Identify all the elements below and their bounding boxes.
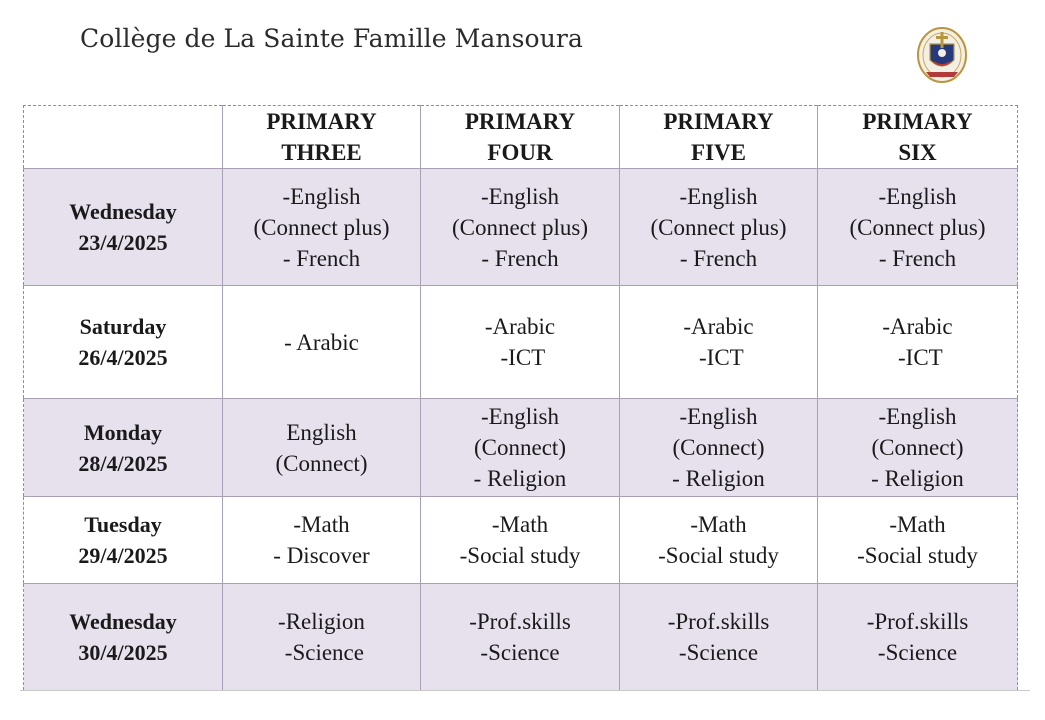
subject-cell	[818, 169, 1018, 286]
day-name: Saturday	[79, 314, 167, 339]
subject-line: -Science	[480, 640, 560, 665]
subject-cell	[421, 399, 620, 497]
subject-line: - French	[282, 245, 361, 271]
subject-line: -ICT	[693, 345, 744, 370]
day-name: Monday	[83, 419, 163, 445]
subject-cell	[620, 169, 818, 286]
subject-cell	[223, 497, 421, 584]
column-header-line: PRIMARY	[663, 109, 774, 134]
subject-cell	[421, 286, 620, 399]
subject-cell	[818, 497, 1018, 584]
subject-cell	[421, 584, 620, 691]
subject-line: (Connect plus)	[451, 214, 589, 240]
subject-cell	[620, 286, 818, 399]
subject-line: (Connect plus)	[849, 214, 986, 240]
subject-cell	[818, 286, 1018, 399]
column-header-line: FOUR	[487, 140, 553, 165]
subject-line: -Science	[678, 640, 759, 665]
corner-cell	[24, 106, 223, 169]
exam-date: 28/4/2025	[78, 450, 168, 476]
row-header-day	[24, 584, 223, 691]
school-name: Collège de La Sainte Famille Mansoura	[80, 24, 583, 53]
column-header-primary-five	[620, 106, 818, 169]
subject-line: - Religion	[871, 466, 964, 491]
exam-timetable	[23, 105, 1018, 691]
subject-line: -English	[878, 183, 957, 209]
subject-cell	[620, 399, 818, 497]
subject-line: -Social study	[857, 543, 978, 568]
subject-line: (Connect)	[871, 435, 964, 460]
column-header-line: PRIMARY	[266, 109, 377, 134]
table-row	[24, 286, 1018, 399]
subject-line: -English	[679, 404, 758, 429]
subject-cell	[223, 286, 421, 399]
subject-line: -English	[481, 404, 559, 429]
subject-line: -English	[679, 183, 758, 209]
column-header-primary-six	[818, 106, 1018, 169]
column-header-line: PRIMARY	[464, 109, 576, 134]
subject-line: -English	[878, 404, 957, 429]
subject-cell	[421, 497, 620, 584]
subject-line: - Religion	[672, 466, 765, 491]
subject-line: -Prof.skills	[469, 609, 571, 634]
subject-cell	[818, 399, 1018, 497]
column-header-line: THREE	[281, 140, 362, 165]
subject-line: -Math	[491, 512, 549, 537]
subject-line: -ICT	[892, 345, 943, 370]
subject-line: -Religion	[278, 609, 365, 634]
table-row	[24, 497, 1018, 584]
subject-line: -Prof.skills	[667, 609, 770, 634]
school-crest-icon	[914, 22, 970, 84]
subject-line: (Connect)	[672, 435, 765, 460]
exam-date: 26/4/2025	[78, 345, 168, 370]
subject-line: (Connect plus)	[650, 214, 787, 240]
subject-line: (Connect plus)	[253, 214, 390, 240]
subject-cell	[818, 584, 1018, 691]
exam-date: 29/4/2025	[78, 543, 168, 568]
subject-line: - French	[878, 245, 957, 271]
subject-line: -Science	[279, 640, 364, 665]
subject-cell	[223, 584, 421, 691]
row-header-day	[24, 169, 223, 286]
table-row	[24, 169, 1018, 286]
page-bottom-rule	[20, 690, 1030, 691]
subject-line: -English	[282, 183, 361, 209]
subject-cell	[620, 584, 818, 691]
subject-cell	[223, 169, 421, 286]
subject-line: (Connect)	[474, 435, 566, 460]
subject-cell	[421, 169, 620, 286]
subject-line: -Prof.skills	[866, 609, 969, 634]
subject-line: English	[286, 419, 357, 445]
subject-line: -Arabic	[882, 314, 953, 339]
row-header-day	[24, 399, 223, 497]
subject-line: - French	[481, 245, 559, 271]
column-header-line: PRIMARY	[862, 109, 973, 134]
subject-line: -Social study	[459, 543, 581, 568]
exam-date: 23/4/2025	[78, 230, 168, 255]
subject-line: -Arabic	[683, 314, 754, 339]
day-name: Wednesday	[69, 609, 177, 634]
subject-line: - Religion	[473, 466, 567, 491]
subject-line: - Arabic	[284, 329, 359, 355]
row-header-day	[24, 497, 223, 584]
subject-line: - Discover	[273, 543, 370, 568]
column-header-line: FIVE	[691, 140, 746, 165]
subject-line: -Math	[293, 512, 350, 537]
subject-line: -Social study	[658, 543, 779, 568]
subject-line: -Math	[889, 512, 946, 537]
subject-cell	[223, 399, 421, 497]
exam-date: 30/4/2025	[78, 640, 168, 665]
subject-line: -ICT	[494, 345, 546, 370]
header-row	[24, 106, 1018, 169]
column-header-primary-three	[223, 106, 421, 169]
column-header-primary-four	[421, 106, 620, 169]
table-row	[24, 399, 1018, 497]
table-row	[24, 584, 1018, 691]
day-name: Wednesday	[69, 199, 177, 224]
subject-line: - French	[679, 245, 758, 271]
subject-line: -Math	[690, 512, 747, 537]
subject-line: -English	[481, 183, 559, 209]
subject-line: -Science	[877, 640, 958, 665]
subject-line: (Connect)	[275, 450, 368, 476]
column-header-line: SIX	[898, 140, 937, 165]
day-name: Tuesday	[84, 512, 162, 537]
subject-line: -Arabic	[484, 314, 556, 339]
row-header-day	[24, 286, 223, 399]
subject-cell	[620, 497, 818, 584]
